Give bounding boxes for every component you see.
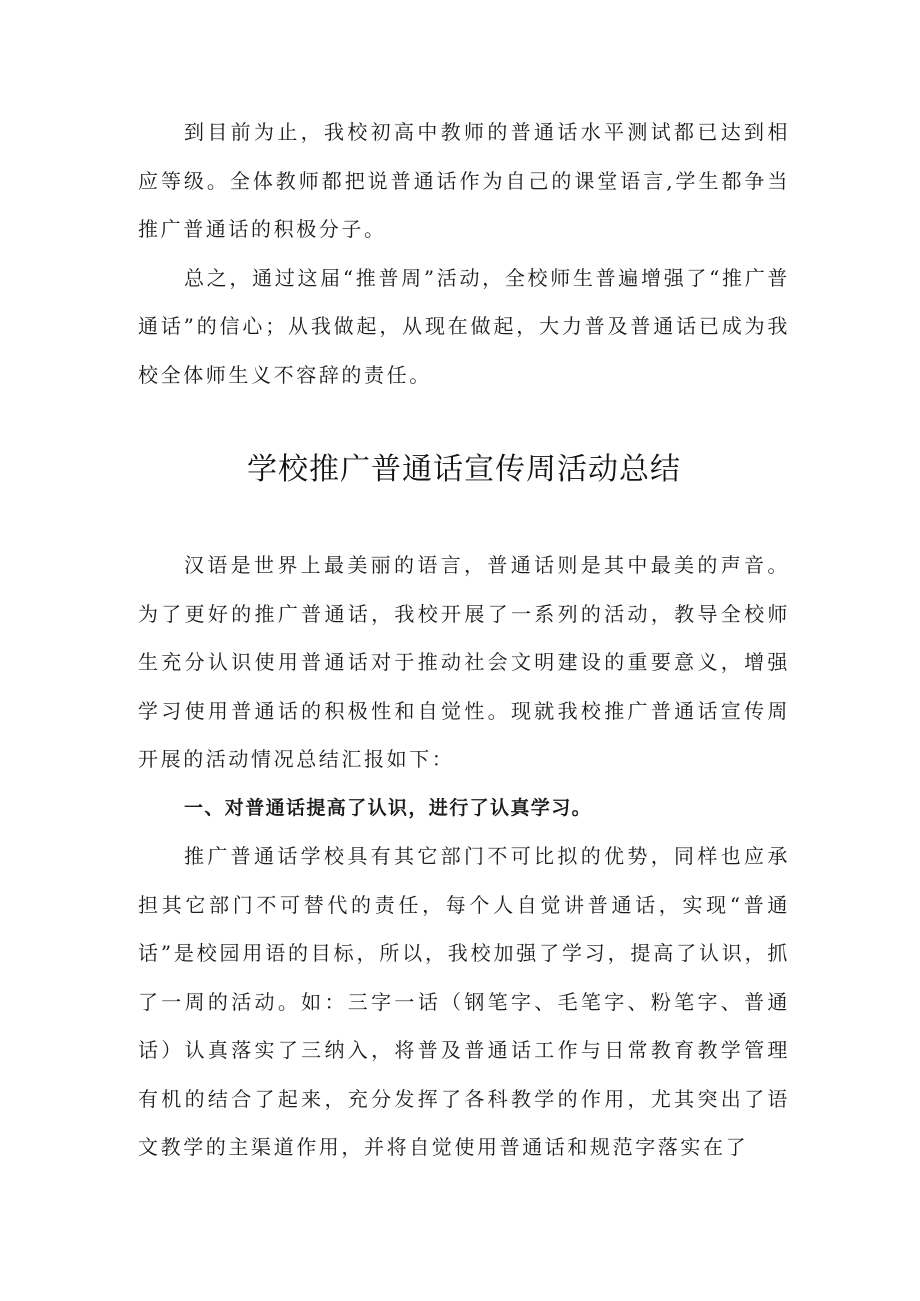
body-paragraph-2: 推广普通话学校具有其它部门不可比拟的优势，同样也应承担其它部门不可替代的责任，每个人自觉讲普通话，实现“普通话”是校园用语的目标，所以，我校加强了学习，提高了认识，抓了一周的活动。如：三字一话（钢笔字、毛笔字、粉笔字、普通话）认真落实了三纳入，将普及普通话工作与日常教育教学管理有机的结合了起来，充分发挥了各科教学的作用，尤其突出了语文教学的主渠道作用，并将自觉使用普通话和规范字落实在了 bbox=[138, 844, 790, 1159]
document-page bbox=[138, 108, 790, 1172]
body-paragraph-1: 汉语是世界上最美丽的语言，普通话则是其中最美的声音。为了更好的推广普通话，我校开展了一系列的活动，教导全校师生充分认识使用普通话对于推动社会文明建设的重要意义，增强学习使用普通话的积极性和自觉性。现就我校推广普通话宣传周开展的活动情况总结汇报如下： bbox=[138, 553, 790, 771]
intro-paragraph-1: 到目前为止，我校初高中教师的普通话水平测试都已达到相应等级。全体教师都把说普通话作为自己的课堂语言,学生都争当推广普通话的积极分子。 bbox=[138, 120, 790, 241]
document-title: 学校推广普通话宣传周活动总结 bbox=[247, 452, 681, 487]
section-heading-1: 一、对普通话提高了认识，进行了认真学习。 bbox=[184, 796, 593, 819]
intro-paragraph-2: 总之，通过这届“推普周”活动，全校师生普遍增强了“推广普通话”的信心；从我做起，从现在做起，大力普及普通话已成为我校全体师生义不容辞的责任。 bbox=[138, 265, 790, 387]
